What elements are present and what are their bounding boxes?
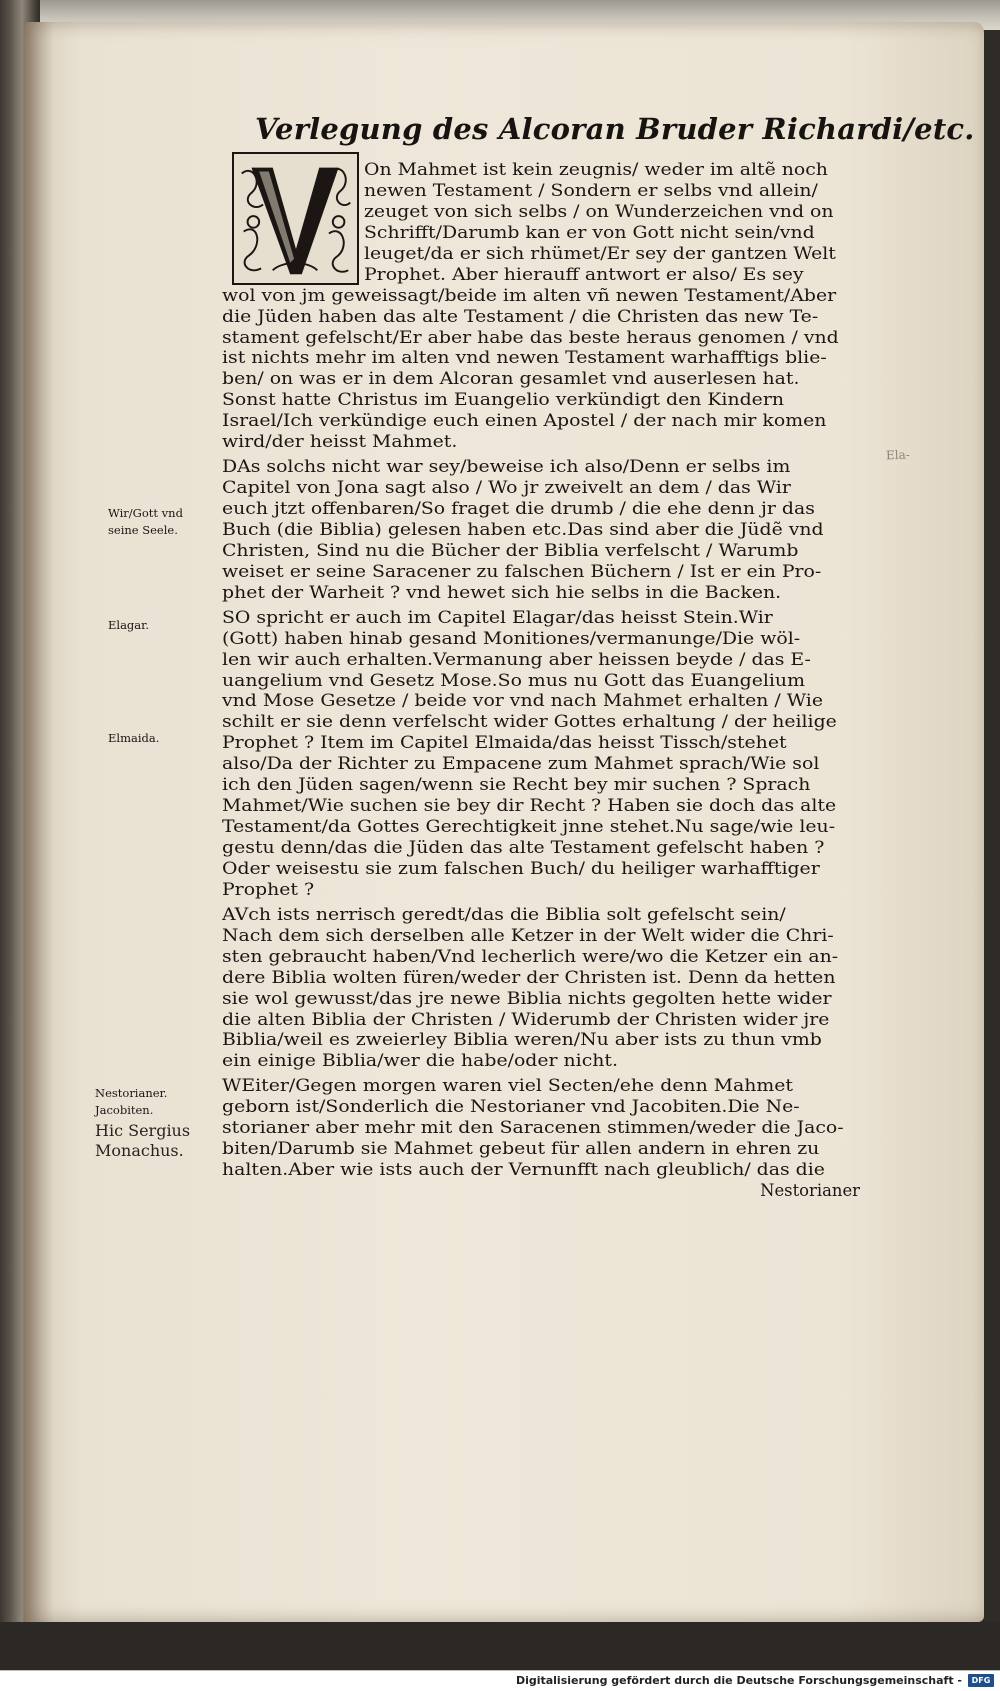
gutter-shadow bbox=[24, 22, 54, 1622]
text-line: dere Biblia wolten füren/weder der Christen ist. Denn da hetten bbox=[222, 967, 836, 987]
text-line: Sonst hatte Christus im Euangelio verkündigt den Kindern bbox=[222, 390, 784, 410]
text-line: Prophet. Aber hierauff antwort er also/ Es sey bbox=[364, 264, 804, 284]
text-line: Nach dem sich derselben alle Ketzer in der Welt wider die Chri- bbox=[222, 925, 834, 945]
dfg-logo: DFG bbox=[968, 1674, 994, 1687]
text-line: Mahmet/Wie suchen sie bey dir Recht ? Haben sie doch das alte bbox=[222, 796, 837, 816]
text-line: ich den Jüden sagen/wenn sie Recht bey mir suchen ? Sprach bbox=[222, 775, 811, 795]
text-line: Capitel von Jona sagt also / Wo jr zweivelt an dem / das Wir bbox=[222, 478, 791, 498]
text-line: SO spricht er auch im Capitel Elagar/das heisst Stein.Wir bbox=[222, 607, 773, 627]
text-line: vnd Mose Gesetze / beide vor vnd nach Mahmet erhalten / Wie bbox=[222, 691, 824, 711]
margin-note-wir-gott: Wir/Gott vnd seine Seele. bbox=[108, 506, 183, 537]
text-line: weiset er seine Saracener zu falschen Büchern / Ist er ein Pro- bbox=[222, 561, 822, 581]
text-line: geborn ist/Sonderlich die Nestorianer vnd Jacobiten.Die Ne- bbox=[222, 1097, 800, 1117]
text-line: biten/Darumb sie Mahmet gebeut für allen andern in ehren zu bbox=[222, 1139, 820, 1159]
text-line: On Mahmet ist kein zeugnis/ weder im altẽ noch bbox=[364, 160, 828, 179]
text-line: newen Testament / Sondern er selbs vnd allein/ bbox=[364, 180, 818, 200]
text-line: WEiter/Gegen morgen waren viel Secten/ehe denn Mahmet bbox=[222, 1076, 793, 1096]
text-line: schilt er sie denn verfelscht wider Gottes erhaltung / der heilige bbox=[222, 712, 837, 732]
text-line: ein einige Biblia/wer die habe/oder nicht. bbox=[222, 1051, 618, 1071]
paragraph bbox=[222, 905, 880, 1073]
scan-bottom-area bbox=[0, 1622, 1000, 1670]
text-line: (Gott) haben hinab gesand Monitiones/vermanunge/Die wöl- bbox=[222, 628, 801, 648]
text-line: wird/der heisst Mahmet. bbox=[222, 432, 458, 452]
text-line: sie wol gewusst/das jre newe Biblia nichts gegolten hette wider bbox=[222, 988, 832, 1008]
text-line: die Jüden haben das alte Testament / die Christen das new Te- bbox=[222, 306, 819, 326]
margin-note-nestorianer: Nestorianer. Jacobiten. bbox=[95, 1086, 168, 1117]
footer-bar bbox=[0, 1670, 1000, 1691]
text-line: ben/ on was er in dem Alcoran gesamlet vnd auserlesen hat. bbox=[222, 369, 800, 389]
text-line: DAs solchs nicht war sey/beweise ich also/Denn er selbs im bbox=[222, 457, 791, 477]
footer-credit: Digitalisierung gefördert durch die Deutsche Forschungsgemeinschaft - bbox=[515, 1674, 962, 1687]
text-line: Prophet ? Item im Capitel Elmaida/das heisst Tissch/stehet bbox=[222, 733, 787, 753]
text-line: Christen, Sind nu die Bücher der Biblia verfelscht / Warumb bbox=[222, 540, 799, 560]
text-line: stament gefelscht/Er aber habe das beste heraus genomen / vnd bbox=[222, 327, 839, 347]
text-line: Buch (die Biblia) gelesen haben etc.Das sind aber die Jüdẽ vnd bbox=[222, 519, 824, 539]
text-line: storianer aber mehr mit den Saracenen stimmen/weder die Jaco- bbox=[222, 1118, 844, 1138]
text-line: halten.Aber wie ists auch der Vernunfft nach gleublich/ das die bbox=[222, 1160, 825, 1180]
paragraph bbox=[222, 457, 880, 604]
text-line: die alten Biblia der Christen / Widerumb der Christen wider jre bbox=[222, 1009, 830, 1029]
paragraph bbox=[222, 1076, 880, 1181]
text-line: Prophet ? bbox=[222, 879, 315, 899]
bleed-through-text: Ela- bbox=[885, 447, 911, 463]
text-line: Biblia/weil es zweierley Biblia weren/Nu aber ists zu thun vmb bbox=[222, 1030, 822, 1050]
text-line: also/Da der Richter zu Empacene zum Mahmet sprach/Wie sol bbox=[222, 754, 820, 774]
margin-note-hic-sergius: Hic Sergius Monachus. bbox=[95, 1121, 191, 1160]
text-line: ist nichts mehr im alten vnd newen Testament warhafftigs blie- bbox=[222, 348, 827, 368]
paragraph bbox=[222, 608, 880, 901]
margin-note-elmaida: Elmaida. bbox=[108, 731, 160, 745]
text-line: Testament/da Gottes Gerechtigkeit jnne stehet.Nu sage/wie leu- bbox=[222, 817, 836, 837]
text-line: leuget/da er sich rhümet/Er sey der gantzen Welt bbox=[364, 243, 836, 263]
running-head: Verlegung des Alcoran Bruder Richardi/etc. bbox=[255, 112, 975, 146]
text-line: zeuget von sich selbs / on Wunderzeichen vnd on bbox=[364, 201, 834, 221]
text-line: Oder weisestu sie zum falschen Buch/ du heiliger warhafftiger bbox=[222, 858, 820, 878]
text-line: sten gebraucht haben/Vnd lecherlich were/wo die Ketzer ein an- bbox=[222, 946, 839, 966]
text-line: Israel/Ich verkündige euch einen Apostel / der nach mir komen bbox=[222, 411, 827, 431]
paragraph bbox=[222, 160, 880, 453]
catchword: Nestorianer bbox=[760, 1181, 860, 1200]
text-line: uangelium vnd Gesetz Mose.So mus nu Gott das Euangelium bbox=[222, 670, 805, 690]
text-line: phet der Warheit ? vnd hewet sich hie selbs in die Backen. bbox=[222, 582, 782, 602]
text-line: Schrifft/Darumb kan er von Gott nicht sein/vnd bbox=[364, 222, 815, 242]
text-line: euch jtzt offenbaren/So fraget die drumb / die ehe denn jr das bbox=[222, 499, 815, 518]
text-line: len wir auch erhalten.Vermanung aber heissen beyde / das E- bbox=[222, 649, 811, 669]
body-text bbox=[222, 160, 880, 1202]
text-line: AVch ists nerrisch geredt/das die Biblia solt gefelscht sein/ bbox=[222, 904, 786, 924]
text-line: wol von jm geweissagt/beide im alten vñ newen Testament/Aber bbox=[222, 285, 837, 305]
margin-note-elagar: Elagar. bbox=[108, 618, 150, 632]
text-line: gestu denn/das die Jüden das alte Testament gefelscht haben ? bbox=[222, 838, 825, 857]
